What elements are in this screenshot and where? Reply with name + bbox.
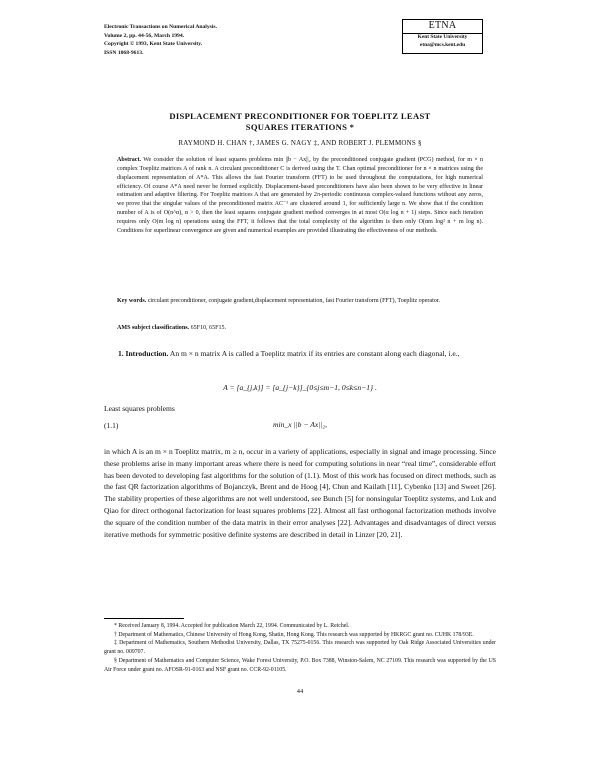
intro-paragraph [104, 348, 496, 360]
footnote-received: * Received January 8, 1994. Accepted for publication March 22, 1994. Communicated by L. Reichel. [114, 623, 350, 629]
abstract [117, 156, 483, 236]
ams-text: 65F10, 65F15. [190, 325, 227, 331]
main-paragraph: in which A is an m × n Toeplitz matrix, m ≥ n, occur in a variety of applications, especially in signal and image processing. Since these problems arise in many important areas where there is need for computing solutions in near “real time”, considerable effort has been devoted to developing fast algorithms for the solution of (1.1). Most of this work has focused on direct methods, such as the fast QR factorization algorithms of Bojanczyk, Brent and de Hoog [4], Chun and Kailath [11], Cybenko [13] and Sweet [26]. The stability properties of these algorithms are not well understood, see Bunch [5] for nonsingular Toeplitz systems, and Luk and Qiao for direct orthogonal factorization for least squares problems [22]. Almost all fast orthogonal factorization methods involve the square of the condition number of the data matrix in their error analyses [22]. Advantages and disadvantages of direct versus iterative methods for symmetric positive definite systems are described in detail in Linzer [20, 21]. [104, 447, 496, 539]
ams-label: AMS subject classifications. [117, 325, 190, 331]
keywords-text: circulant preconditioner, conjugate gradient,displacement representation, fast Fourier transform (FFT), Toeplitz operator. [147, 298, 440, 304]
journal-name: Electronic Transactions on Numerical Analysis. [104, 24, 217, 30]
abstract-label: Abstract. [117, 157, 142, 163]
equation-number: (1.1) [104, 421, 119, 430]
paper-title [104, 111, 496, 133]
footnote-rule [104, 618, 184, 619]
etna-logo-text: ETNA [403, 20, 482, 34]
footnotes [104, 622, 496, 674]
footnote-chan: † Department of Mathematics, Chinese University of Hong Kong, Shatin, Hong Kong. This research was supported by HKRGC grant no. CUHK 178/93E. [114, 631, 474, 638]
paper-title-line1: DISPLACEMENT PRECONDITIONER FOR TOEPLITZ LEAST [169, 111, 431, 121]
footnote-nagy: ‡ Department of Mathematics, Southern Methodist University, Dallas, TX 75275-0156. This research was supported by Oak Ridge Associated Universities under grant no. 009707. [104, 640, 496, 656]
footnote-plemmons: § Department of Mathematics and Computer Science, Wake Forest University, P.O. Box 7388, Winston-Salem, NC 27109. This research was supported by the US Air Force under grant no. AFOSR-91-0163 and NSF grant no. CCR-92-01105. [104, 657, 496, 673]
least-squares-intro: Least squares problems [104, 404, 175, 413]
least-squares-equation: min_x ||b − Ax||₂, [273, 420, 327, 429]
etna-email: etna@mcs.kent.edu [419, 41, 466, 48]
ams-classifications [117, 325, 483, 331]
paper-title-line2: SQUARES ITERATIONS * [245, 122, 355, 132]
intro-text: An m × n matrix A is called a Toeplitz matrix if its entries are constant along each diagonal, i.e., [169, 349, 460, 358]
section-heading: 1. Introduction. [118, 349, 169, 358]
journal-copyright: Copyright © 1993, Kent State University. [104, 41, 203, 48]
paper-authors: RAYMOND H. CHAN †, JAMES G. NAGY ‡, AND ROBERT J. PLEMMONS § [178, 139, 422, 147]
keywords-label: Key words. [117, 298, 147, 304]
toeplitz-equation: A = [a_{j,k}] = [a_{j−k}]_{0≤j≤m−1, 0≤k≤n−1} . [223, 383, 377, 392]
page-number: 44 [296, 688, 304, 695]
journal-info [104, 23, 217, 57]
abstract-text: We consider the solution of least squares problems min ||b − Ax||₂ by the preconditioned conjugate gradient (PCG) method, for m × n complex Toeplitz matrices A of rank n. A circulant preconditioner C is derived using the T. Chan optimal preconditioner for n × n matrices using the displacement representation of A*A. This allows the fast Fourier transform (FFT) to be used throughout the computations, for high numerical efficiency. Of course A*A need never be formed explicitly. Displacement-based preconditioners have also been shown to be very effective in linear estimation and adaptive filtering. For Toeplitz matrices A that are generated by 2π-periodic continuous complex-valued functions without any zeros, we prove that the singular values of the preconditioned matrix AC⁻¹ are clustered around 1, for sufficiently large n. We show that if the condition number of A is of O(n^α), α > 0, then the least squares conjugate gradient method converges in at most O(α log n + 1) steps. Since each iteration requires only O(m log n) operations using the FFT, it follows that the total complexity of the algorithm is then only O(αm log² n + m log n). Conditions for superlinear convergence are given and numerical examples are provided illustrating the effectiveness of our methods. [117, 157, 484, 234]
etna-university: Kent State University [417, 34, 468, 40]
journal-volume: Volume 2, pp. 44-56, March 1994. [104, 32, 185, 39]
etna-box [402, 19, 483, 54]
keywords [117, 297, 483, 306]
journal-issn: ISSN 1068-9613. [104, 49, 144, 56]
